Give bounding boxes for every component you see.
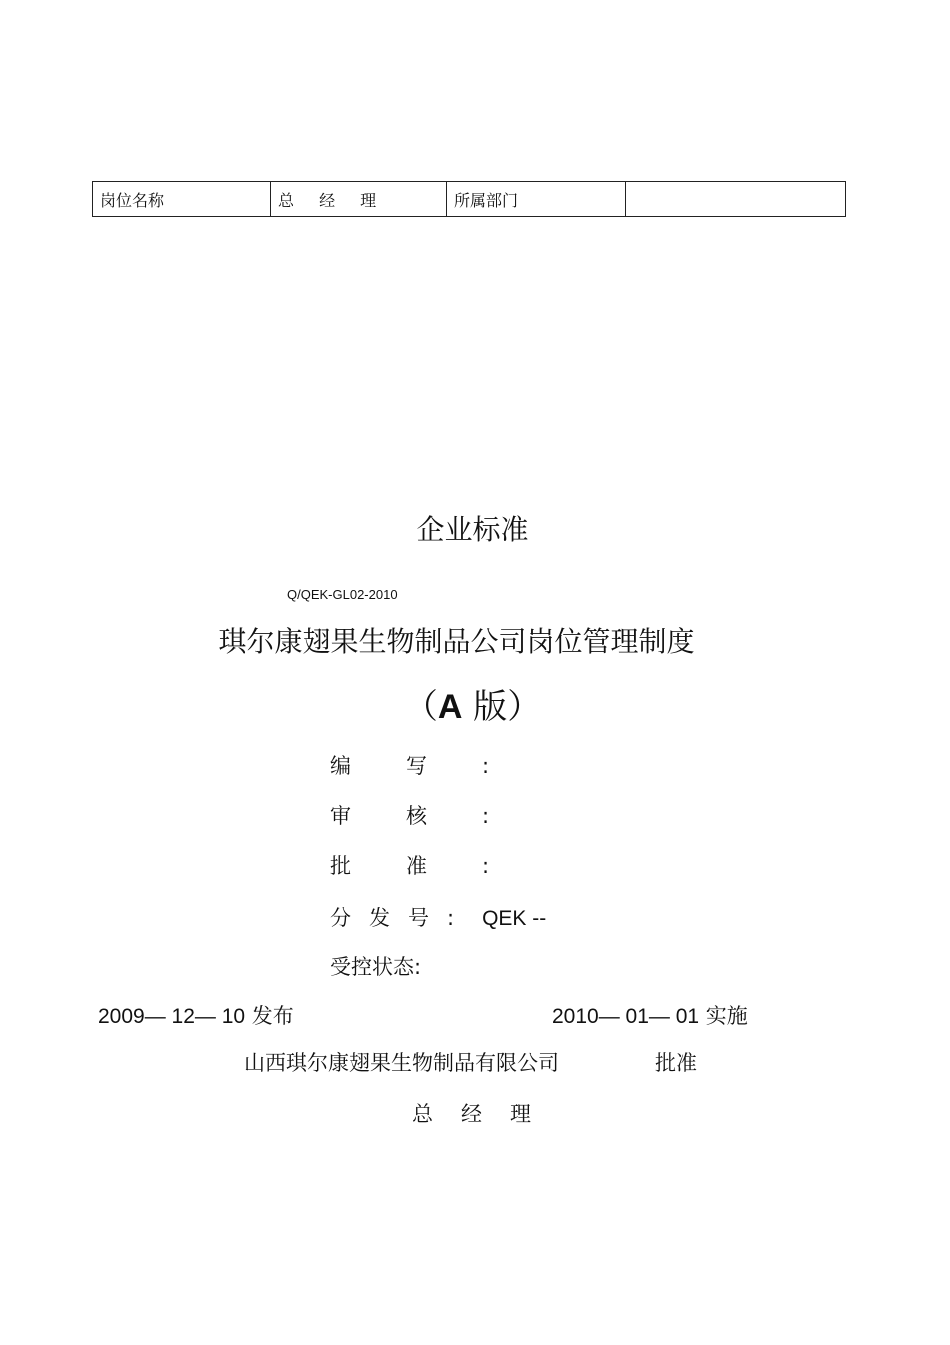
reviewer-label: 审核: [330, 804, 545, 828]
general-manager: 总经理 [412, 1102, 559, 1126]
writer-field [330, 750, 545, 780]
approve-word: 批准 [655, 1051, 697, 1075]
control-status-field [330, 951, 421, 981]
control-status-label: 受控状态: [330, 955, 422, 979]
publish-date: 2009— 12— 10 [98, 1005, 246, 1028]
standard-code: Q/QEK-GL02-2010 [287, 587, 398, 602]
version-close-paren: ） [507, 687, 542, 727]
publish-word: 发布 [245, 1004, 294, 1028]
document-title: 琪尔康翅果生物制品公司岗位管理制度 [218, 625, 695, 658]
post-name-value: 总 经 理 [271, 182, 447, 217]
post-info-row [93, 182, 846, 217]
approver-field [330, 850, 545, 880]
department-label: 所属部门 [447, 182, 626, 217]
version-open-paren: （ [403, 687, 438, 727]
reviewer-field [330, 800, 545, 830]
publish-date-line [98, 1000, 294, 1030]
post-name-label: 岗位名称 [93, 182, 271, 217]
version-word: 版 [462, 687, 508, 727]
distribution-label: 分发号: [330, 906, 473, 930]
department-value [626, 182, 846, 217]
effective-word: 实施 [699, 1004, 748, 1028]
writer-label: 编写: [330, 754, 545, 778]
approver-label: 批准: [330, 854, 545, 878]
post-info-table [92, 181, 846, 217]
version-letter: A [437, 688, 463, 726]
distribution-field [330, 902, 546, 932]
version-label [0, 679, 945, 728]
effective-date-line [552, 1000, 748, 1030]
standard-title: 企业标准 [416, 513, 529, 546]
company-name: 山西琪尔康翅果生物制品有限公司 [244, 1051, 559, 1075]
effective-date: 2010— 01— 01 [552, 1005, 700, 1028]
distribution-value: QEK -- [482, 907, 547, 930]
